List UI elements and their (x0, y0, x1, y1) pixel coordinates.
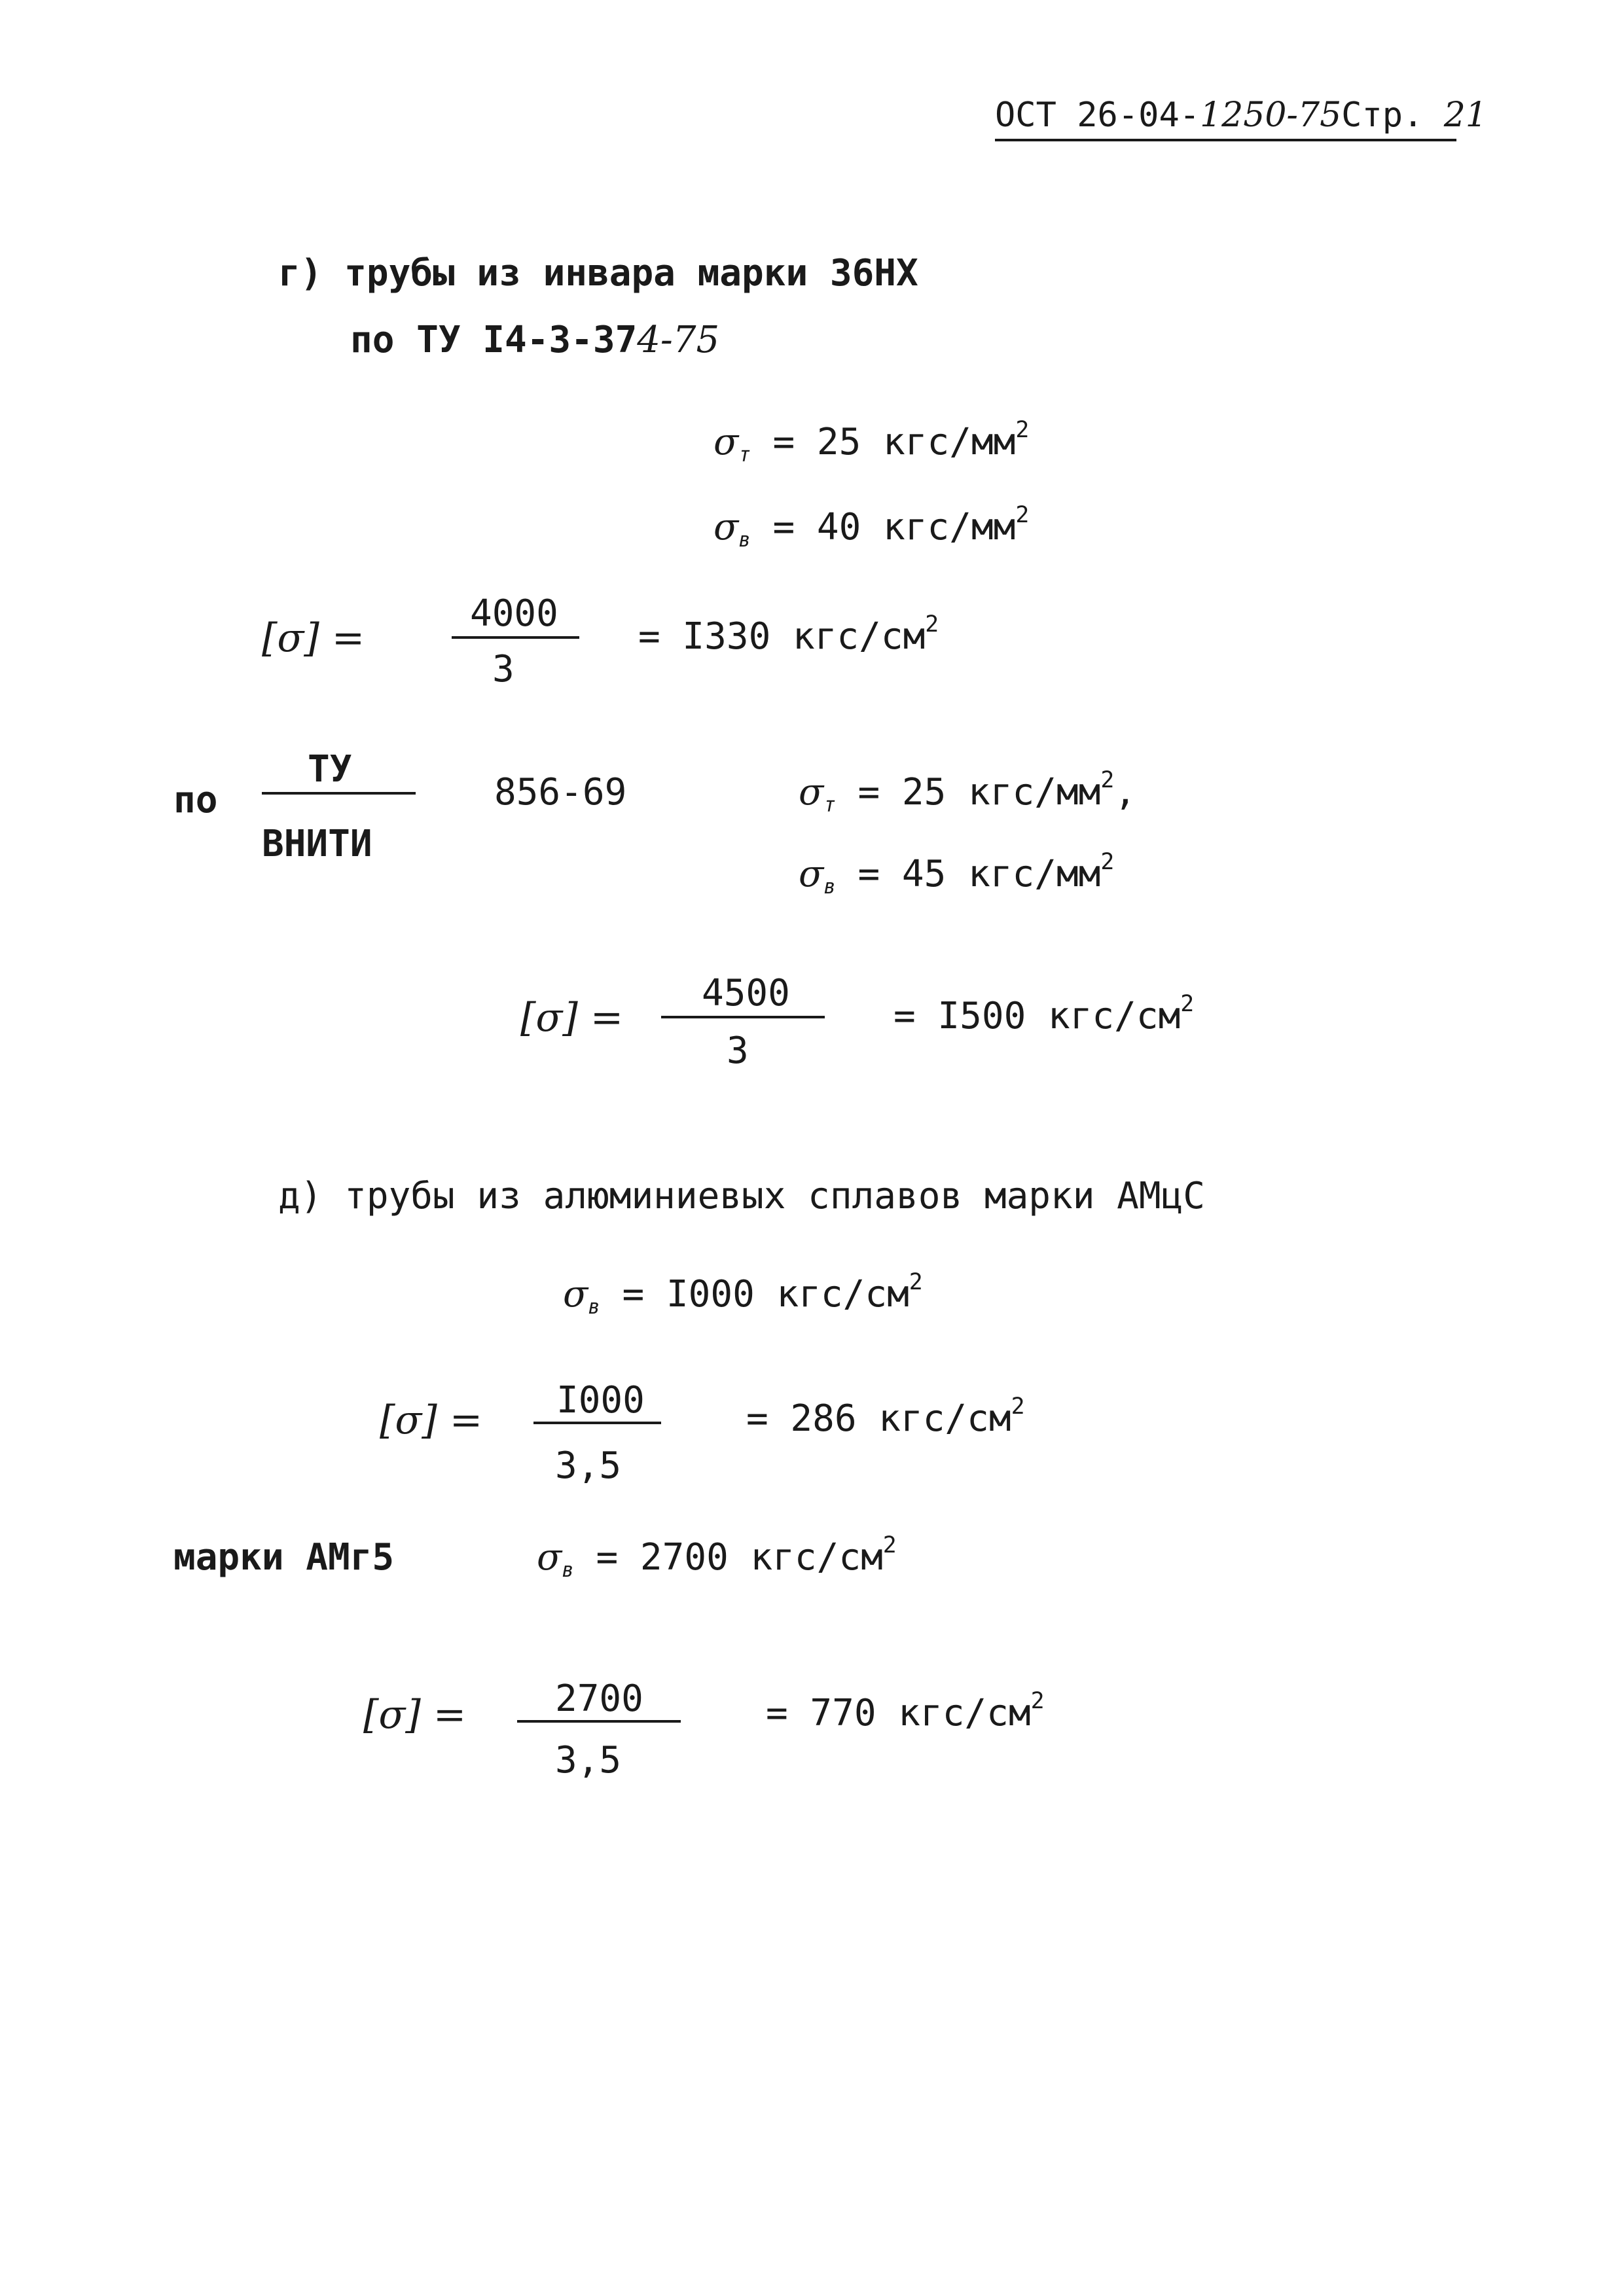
section-g-numerator: 4000 (470, 592, 558, 635)
standard-number: 1250-75 (1200, 96, 1342, 135)
page-header (995, 96, 1487, 135)
section-g-allowable-lhs: [σ] = (262, 615, 365, 661)
section-g2-vniti: ВНИТИ (262, 823, 372, 865)
section-g2-allowable-lhs: [σ] = (520, 995, 624, 1041)
section-d-allowable1-lhs: [σ] = (380, 1397, 483, 1443)
section-d-result2: = 770 кгс/$см^2$ (766, 1687, 1045, 1734)
section-d-allowable2-lhs: [σ] = (363, 1692, 467, 1738)
section-d-result1: = 286 кгс/$см^2$ (746, 1393, 1025, 1440)
section-g2-ty: ТУ (308, 748, 352, 791)
section-g2-spec: 856-69 (494, 771, 627, 814)
section-d-amg5-label: марки АМг5 (173, 1536, 395, 1579)
section-g-denominator: 3 (492, 648, 514, 691)
header-underline (995, 139, 1456, 141)
section-g-fraction-bar (452, 636, 579, 639)
section-g2-sigma-b: $\sigma_в = 45$ кгс/$мм^2$ (799, 848, 1115, 899)
section-g-sigma-t: $\sigma_т = 25$ кгс/$мм^2$ (713, 416, 1030, 467)
section-g2-po: по (173, 779, 218, 821)
section-d-fraction-bar2 (517, 1720, 681, 1723)
section-d-sigma-b: $\sigma_в = I000$ кгс/$см^2$ (563, 1268, 923, 1319)
page-number: 21 (1443, 96, 1487, 135)
section-g2-result: = I500 кгс/$см^2$ (893, 990, 1195, 1037)
section-g2-numerator: 4500 (702, 972, 790, 1014)
section-d-denominator2: 3,5 (555, 1739, 622, 1782)
standard-code: ОСТ 26-04- (995, 96, 1200, 135)
section-g-title: г) трубы из инвара марки 36НХ (278, 252, 918, 295)
section-d-numerator1: I000 (556, 1379, 645, 1422)
section-d-sigma-b2: $\sigma_в = 2700$ кгс/$см^2$ (537, 1532, 897, 1582)
section-g2-fraction-bar-2 (661, 1016, 825, 1018)
section-d-fraction-bar1 (533, 1422, 661, 1424)
section-g-sigma-b: $\sigma_в = 40$ кгс/$мм^2$ (713, 501, 1030, 552)
section-d-title: д) трубы из алюминиевых сплавов марки АМцС (278, 1175, 1206, 1217)
section-g-spec: по ТУ I4-3-374-75 (350, 319, 720, 361)
section-g-result: = I330 кгс/$см^2$ (638, 611, 939, 658)
section-d-numerator2: 2700 (555, 1677, 643, 1720)
page-label: Стр. (1341, 96, 1424, 135)
section-g2-fraction-bar (262, 792, 416, 795)
section-d-denominator1: 3,5 (555, 1444, 622, 1487)
section-g2-sigma-t: $\sigma_т = 25$ кгс/$мм^2$, (799, 766, 1136, 817)
section-g2-denominator: 3 (727, 1030, 749, 1072)
